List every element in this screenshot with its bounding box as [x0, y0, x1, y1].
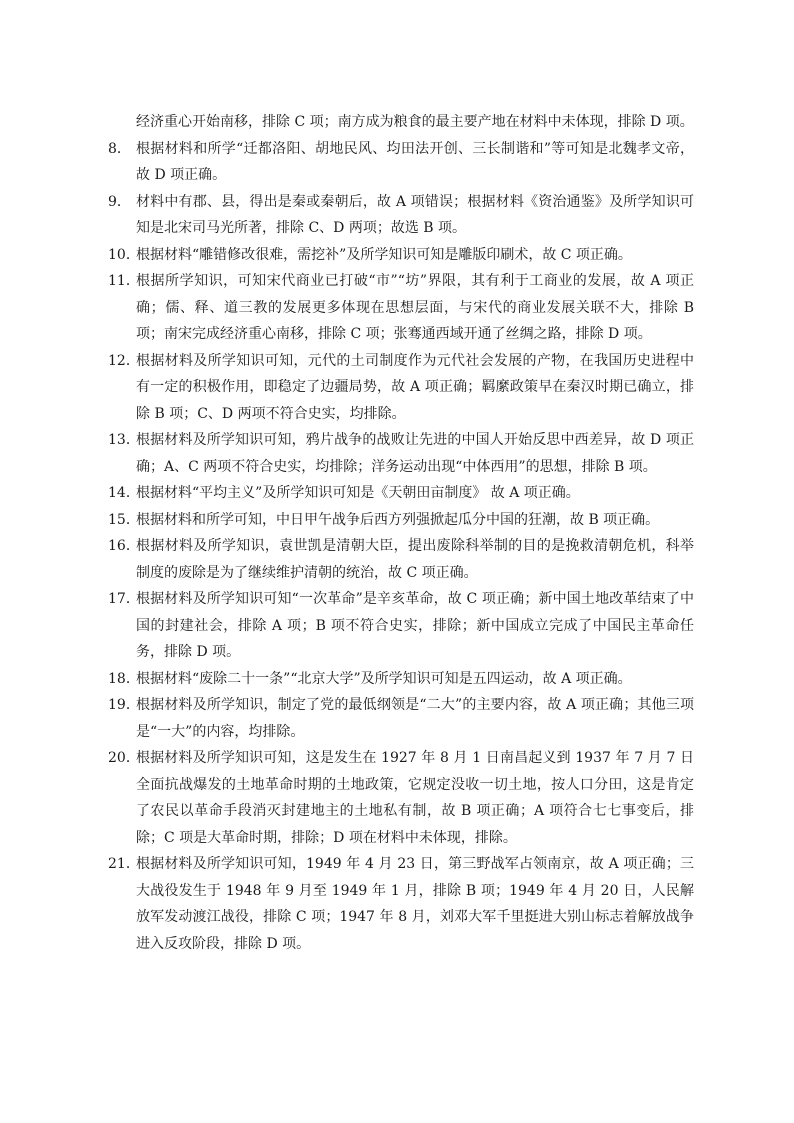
- item-number: 18．: [108, 670, 140, 687]
- answer-item-18: [108, 666, 694, 693]
- item-text: 根据材料及所学知识可知，这是发生在 1927 年 8 月 1 日南昌起义到 1937 年 7 月 7 日全面抗战爆发的土地革命时期的土地政策，它规定没收一切土地，按人口分田，这是肯定了农民以革命手段消灭封建地主的土地私有制，故 B 项正确；A 项符合七七事变后，排除；C 项是大革命时期，排除；D 项在材料中未体现，排除。: [136, 750, 694, 846]
- answer-item-12: [108, 348, 694, 428]
- item-text: 根据材料及所学知识可知，1949 年 4 月 23 日，第三野战军占领南京，故 A 项正确；三大战役发生于 1948 年 9 月至 1949 年 1 月，排除 B 项；1949 年 4 月 20 日，人民解放军发动渡江战役，排除 C 项；1947 年 8 月，刘邓大军千里挺进大别山标志着解放战争进入反攻阶段，排除 D 项。: [136, 856, 694, 952]
- item-text: 根据材料及所学知识，袁世凯是清朝大臣，提出废除科举制的目的是挽救清朝危机，科举制度的废除是为了继续维护清朝的统治，故 C 项正确。: [136, 538, 694, 581]
- item-text: 根据材料及所学知识可知，元代的土司制度作为元代社会发展的产物，在我国历史进程中有一定的积极作用，即稳定了边疆局势，故 A 项正确；羁縻政策早在秦汉时期已确立，排除 B 项；C、D 两项不符合史实，均排除。: [136, 352, 694, 422]
- item-number: 20．: [108, 750, 140, 766]
- item-text: 根据材料“废除二十一条”“北京大学”及所学知识可知是五四运动，故 A 项正确。: [136, 670, 632, 687]
- item-number: 13．: [108, 432, 140, 448]
- item-number: 21．: [108, 856, 140, 872]
- answer-item-8: [108, 136, 694, 189]
- item-text: 根据材料及所学知识可知，鸦片战争的战败让先进的中国人开始反思中西差异，故 D 项正确；A、C 两项不符合史实，均排除；洋务运动出现“中体西用”的思想，排除 B 项。: [136, 432, 694, 475]
- item-text: 根据材料“雕错修改很难，需挖补”及所学知识可知是雕版印刷术，故 C 项正确。: [136, 246, 632, 263]
- answer-item-9: [108, 189, 694, 242]
- item-number: 8．: [108, 140, 131, 157]
- item-number: 19．: [108, 697, 140, 713]
- item-text: 根据材料和所学“迁都洛阳、胡地民风、均田法开创、三长制谐和”等可知是北魏孝文帝，故 D 项正确。: [136, 140, 694, 183]
- answer-item-10: [108, 242, 694, 269]
- item-text: 根据材料“平均主义”及所学知识可知是《天朝田亩制度》 故 A 项正确。: [136, 485, 580, 501]
- item-number: 14．: [108, 485, 140, 501]
- item-number: 11．: [108, 273, 140, 289]
- answer-item-continued: [108, 109, 694, 136]
- answer-item-11: [108, 268, 694, 348]
- answer-item-14: [108, 480, 694, 507]
- item-number: 16．: [108, 538, 140, 554]
- item-number: 10．: [108, 246, 140, 263]
- item-text: 材料中有郡、县，得出是秦或秦朝后，故 A 项错误；根据材料《资治通鉴》及所学知识可知是北宋司马光所著，排除 C、D 两项；故选 B 项。: [136, 193, 694, 236]
- item-text: 根据所学知识，可知宋代商业已打破“市”“坊”界限，其有利于工商业的发展，故 A 项正确；儒、释、道三教的发展更多体现在思想层面，与宋代的商业发展关联不大，排除 B 项；南宋完成经济重心南移，排除 C 项；张骞通西域开通了丝绸之路，排除 D 项。: [136, 273, 694, 342]
- answer-item-16: [108, 533, 694, 586]
- answer-item-17: [108, 586, 694, 666]
- answer-item-20: [108, 745, 694, 851]
- answer-item-13: [108, 427, 694, 480]
- item-number: 17．: [108, 591, 140, 607]
- item-text: 根据材料和所学可知，中日甲午战争后西方列强掀起瓜分中国的狂潮，故 B 项正确。: [136, 511, 660, 528]
- item-text: 根据材料及所学知识，制定了党的最低纲领是“二大”的主要内容，故 A 项正确；其他三项是“一大”的内容，均排除。: [136, 697, 694, 740]
- answer-item-21: [108, 851, 694, 957]
- item-text: 根据材料及所学知识可知“一次革命”是辛亥革命，故 C 项正确；新中国土地改革结束了中国的封建社会，排除 A 项；B 项不符合史实，排除；新中国成立完成了中国民主革命任务，排除 D 项。: [136, 591, 694, 660]
- item-number: 15．: [108, 511, 140, 528]
- answer-item-19: [108, 692, 694, 745]
- item-number: 9．: [108, 193, 131, 210]
- item-number: 12．: [108, 352, 140, 369]
- item-text: 经济重心开始南移，排除 C 项；南方成为粮食的最主要产地在材料中未体现，排除 D 项。: [136, 114, 694, 130]
- answer-item-15: [108, 507, 694, 534]
